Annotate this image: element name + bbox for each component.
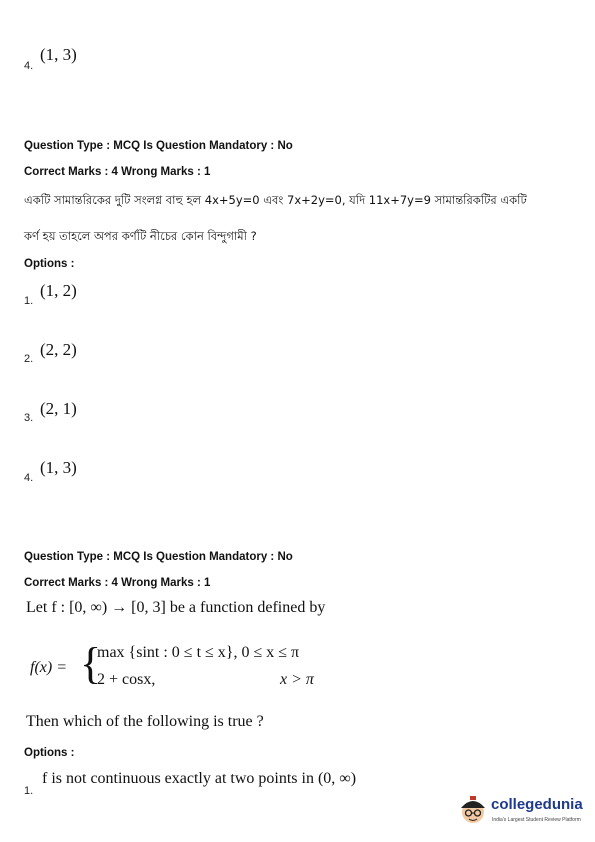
piecewise-case-2-expr: 2 + cosx, (97, 671, 156, 688)
collegedunia-logo (458, 792, 593, 832)
logo-tagline: India's Largest Student Review Platform (492, 817, 581, 823)
piecewise-case-2-cond: x > π (280, 671, 314, 688)
option-value: (1, 3) (40, 458, 77, 477)
function-label: f(x) = (30, 659, 67, 676)
question-text-line1: একটি সামান্তরিকের দুটি সংলগ্ন বাহু হল 4x+5y=0 এবং 7x+2y=0, যদি 11x+7y=9 সামান্তরিকটির একটি (24, 193, 527, 207)
left-brace: { (80, 639, 102, 688)
question-text-line2: কর্ণ হয় তাহলে অপর কর্ণটি নীচের কোন বিন্দুগামী ? (24, 229, 257, 243)
option-number: 4. (24, 472, 34, 484)
options-label: Options : (24, 747, 75, 759)
option-number: 1. (24, 785, 34, 797)
mascot-icon (458, 794, 488, 828)
question-text: Then which of the following is true ? (26, 713, 264, 730)
options-label: Options : (24, 258, 75, 270)
option-value: (1, 3) (40, 45, 77, 64)
piecewise-case-1: max {sint : 0 ≤ t ≤ x}, 0 ≤ x ≤ π (97, 644, 300, 661)
option-value: (2, 1) (40, 399, 77, 418)
option-number: 3. (24, 412, 34, 424)
question-type-line: Question Type : MCQ Is Question Mandatory : No (24, 551, 293, 563)
option-number: 2. (24, 353, 34, 365)
option-number: 1. (24, 295, 34, 307)
marks-line: Correct Marks : 4 Wrong Marks : 1 (24, 577, 211, 589)
question-intro: Let f : [0, ∞) → [0, 3] be a function defined by (26, 599, 326, 616)
question-type-line: Question Type : MCQ Is Question Mandatory : No (24, 140, 293, 152)
option-number: 4. (24, 60, 34, 72)
option-value: (2, 2) (40, 340, 77, 359)
option-value: (1, 2) (40, 281, 77, 300)
option-value: f is not continuous exactly at two points in (0, ∞) (42, 770, 357, 787)
logo-text: collegedunia (491, 796, 583, 813)
marks-line: Correct Marks : 4 Wrong Marks : 1 (24, 166, 211, 178)
